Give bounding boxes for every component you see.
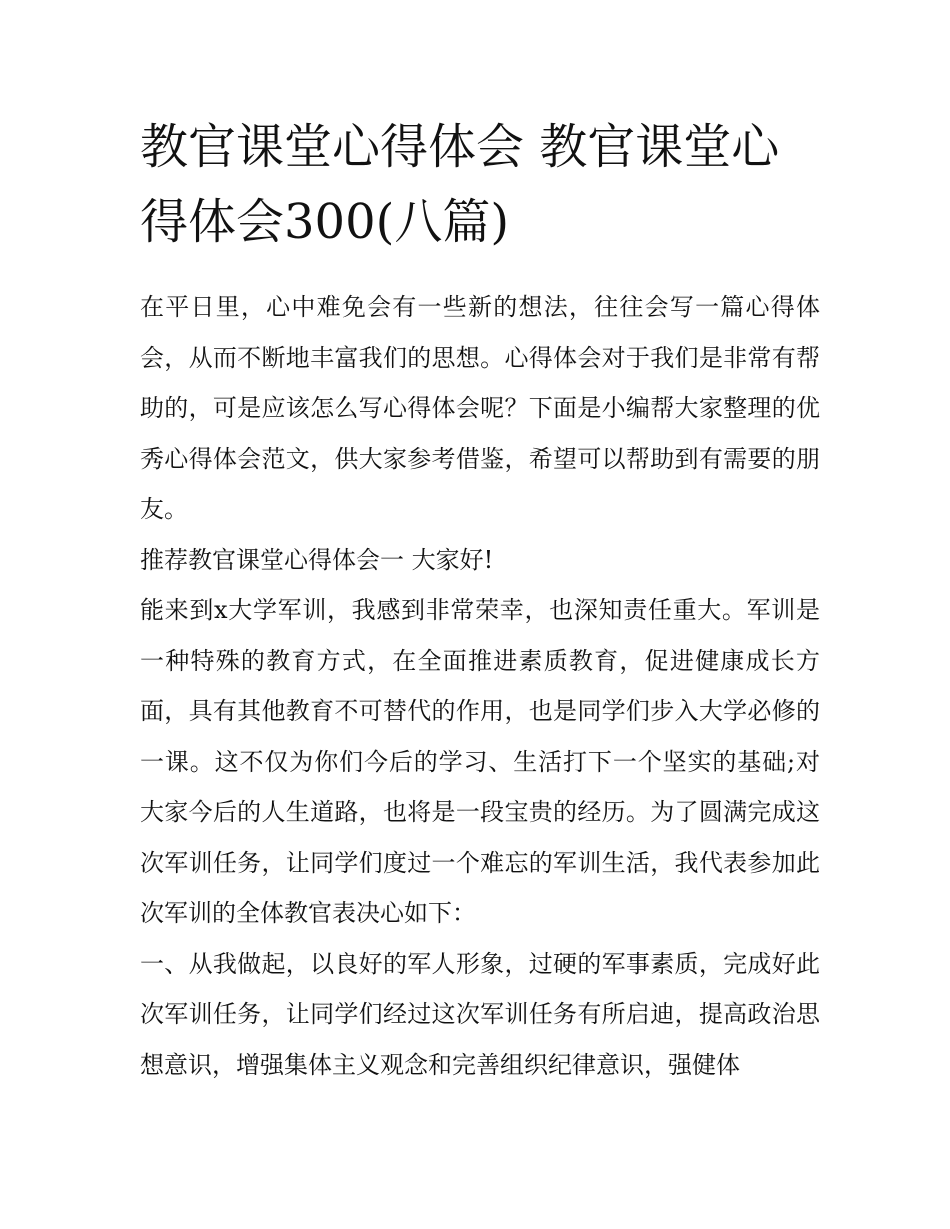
document-body xyxy=(140,110,820,1090)
body-paragraph: 能来到x大学军训，我感到非常荣幸，也深知责任重大。军训是一种特殊的教育方式，在全面推进素质教育，促进健康成长方面，具有其他教育不可替代的作用，也是同学们步入大学必修的一课。这不仅为你们今后的学习、生活打下一个坚实的基础;对大家今后的人生道路，也将是一段宝贵的经历。为了圆满完成这次军训任务，让同学们度过一个难忘的军训生活，我代表参加此次军训的全体教官表决心如下： xyxy=(140,596,820,927)
document-title: 教官课堂心得体会 教官课堂心得体会300(八篇) xyxy=(140,119,780,250)
intro-paragraph: 在平日里，心中难免会有一些新的想法，往往会写一篇心得体会，从而不断地丰富我们的思想。心得体会对于我们是非常有帮助的，可是应该怎么写心得体会呢？下面是小编帮大家整理的优秀心得体会范文，供大家参考借鉴，希望可以帮助到有需要的朋友。 xyxy=(140,293,820,523)
body-paragraph-list-item: 一、从我做起，以良好的军人形象，过硬的军事素质，完成好此次军训任务，让同学们经过这次军训任务有所启迪，提高政治思想意识，增强集体主义观念和完善组织纪律意识，强健体 xyxy=(140,949,820,1079)
section-heading-paragraph: 推荐教官课堂心得体会一 大家好! xyxy=(140,545,494,574)
